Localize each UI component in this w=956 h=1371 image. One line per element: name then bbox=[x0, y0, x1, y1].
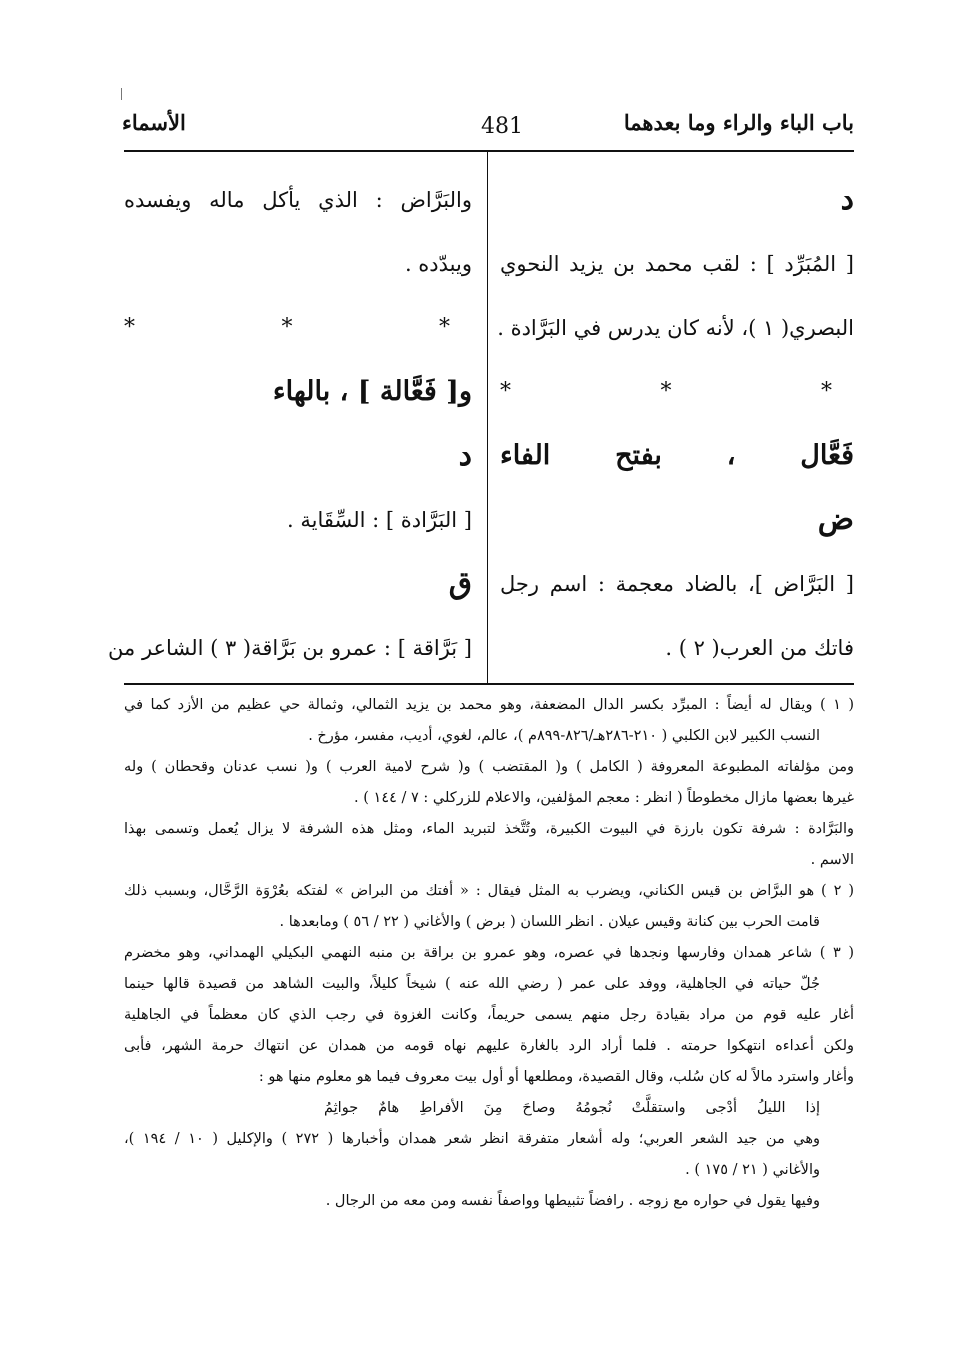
letter-heading: ض bbox=[817, 502, 854, 537]
footnote-line: ( ٣ ) شاعر همدان وفارسها ونجدها في عصره، وهو عمرو بن براقة بن منبه النهمي البكيلي الهمداني، وهو مخضرم bbox=[124, 945, 854, 961]
section-separator: * * * bbox=[500, 379, 854, 404]
footnote-line: وأغار واسترد مالاً له كان سُلب، وقال القصيدة، ومطلعها أو أول بيت معروف فيما هو معلوم منها هو : bbox=[258, 1069, 854, 1085]
footnote-line: أغار عليه قوم من مراد بقيادة رجل منهم يسمى حريماً، وكانت الغزوة في رجب الذي كان معظماً في الجاهلية bbox=[124, 1007, 854, 1023]
entry-line: والبَرَّاض : الذي يأكل ماله ويفسده bbox=[124, 188, 472, 212]
chapter-title: باب الباء والراء وما بعدهما bbox=[623, 110, 854, 135]
footnote-line: قامت الحرب بين كنانة وقيس عيلان . انظر اللسان ( برض ) والأغاني ( ٢٢ / ٥٦ ) ومابعدها . bbox=[279, 914, 820, 930]
section-title: الأسماء bbox=[122, 110, 186, 135]
footnote-line: غيرها بعضها مازال مخطوطاً ( انظر : معجم المؤلفين، والاعلام للزركلي : ٧ / ١٤٤ ) . bbox=[354, 790, 854, 806]
footnote-line: ( ٢ ) هو البرَّاض بن قيس الكناني، ويضرب به المثل فيقال : « أفتك من البراض » لفتكه بعُرْوَة الرَّحَّال، وبسبب ذلك bbox=[124, 883, 854, 899]
footnotes bbox=[124, 690, 854, 1217]
footnote-line: وهي من جيد الشعر العربي؛ وله أشعار متفرقة انظر شعر همدان وأخبارها ( ٢٧٢ ) والإكليل ( ١٠ / ١٩٤ )، bbox=[124, 1131, 820, 1147]
entry-line: [ البَرَّاض ]، بالضاد معجمة : اسم رجل bbox=[500, 572, 854, 596]
footnote-line: ولكن أعداءه انتهكوا حرمته . فلما أراد الرد بالغارة عليهم نهاه قومه من همدان عن انتهاك حرمة الشهر، فأبى bbox=[124, 1038, 854, 1054]
footnote-line: الاسم . bbox=[810, 852, 854, 868]
entry-line: [ البَرَّادة ] : السِّقَاية . bbox=[287, 508, 472, 532]
running-header bbox=[122, 110, 854, 150]
margin-mark bbox=[121, 88, 122, 100]
letter-heading: ق bbox=[448, 566, 472, 601]
section-separator: * * * bbox=[124, 315, 472, 340]
letter-heading: د bbox=[458, 438, 472, 473]
footnote-line: النسب الكبير لابن الكلبي ( ٢١٠-٢٨٦هـ/٨٢٦-٨٩٩م )، عالم، لغوي، أديب، مفسر، مؤرخ . bbox=[308, 728, 820, 744]
entry-line: فاتك من العرب( ٢ ) . bbox=[665, 636, 854, 660]
footnote-line: جُلّ حياته في الجاهلية، ووفد على عمر ( رضي الله عنه ) شيخاً كليلاً، والبيت الشاهد من قصيدة قالها حينما bbox=[124, 976, 820, 992]
footnote-line: وفيها يقول في حواره مع زوجه . رافضاً تثبيطها وواصفاً نفسه ومن معه من الرجال . bbox=[325, 1193, 820, 1209]
footnote-line: والبَرَّادة : شرفة تكون بارزة في البيوت الكبيرة، وتُتَّخذ لتبريد الماء، ومثل هذه الشرفة لا يزال يُعمل وتسمى بهذا bbox=[124, 821, 854, 837]
entry-line: [ بَرَّاقة ] : عمرو بن بَرَّاقة( ٣ ) الشاعر من bbox=[108, 636, 472, 660]
page-number: 481 bbox=[481, 114, 523, 139]
entry-line: [ المُبَرِّد ] : لقب محمد بن يزيد النحوي bbox=[500, 252, 854, 276]
footnote-line: والأغاني ( ٢١ / ١٧٥ ) . bbox=[685, 1162, 820, 1178]
verse-line: إذا الليلُ أدْجى واستقلَّتْ نُجومُهُ وصاحَ مِنَ الأفراطِ هامٌ جواثِمُ bbox=[324, 1100, 820, 1116]
letter-heading: د bbox=[840, 182, 854, 217]
entry-line: ويبدّده . bbox=[404, 252, 472, 276]
footnote-line: ومن مؤلفاته المطبوعة المعروفة ( الكامل ) و( المقتضب ) و( شرح لامية العرب ) و( نسب عدنان وقحطان ) وله bbox=[124, 759, 854, 775]
pattern-heading: و[ فَعَّالة ] ، بالهاء bbox=[272, 376, 472, 407]
header-rule bbox=[124, 150, 854, 152]
footnote-rule bbox=[124, 683, 854, 685]
left-column bbox=[108, 168, 472, 680]
right-column bbox=[497, 168, 854, 680]
column-divider bbox=[487, 151, 488, 683]
entry-line: البصري( ١ )، لأنه كان يدرس في البَرَّادة . bbox=[497, 316, 854, 340]
footnote-line: ( ١ ) ويقال له أيضاً : المبرِّد بكسر الدال المضعفة، وهو محمد بن يزيد الثمالي، وثمالة حي عظيم من الأزد كما في bbox=[124, 697, 854, 713]
pattern-heading: فَعَّال ، بفتح الفاء bbox=[500, 440, 854, 471]
